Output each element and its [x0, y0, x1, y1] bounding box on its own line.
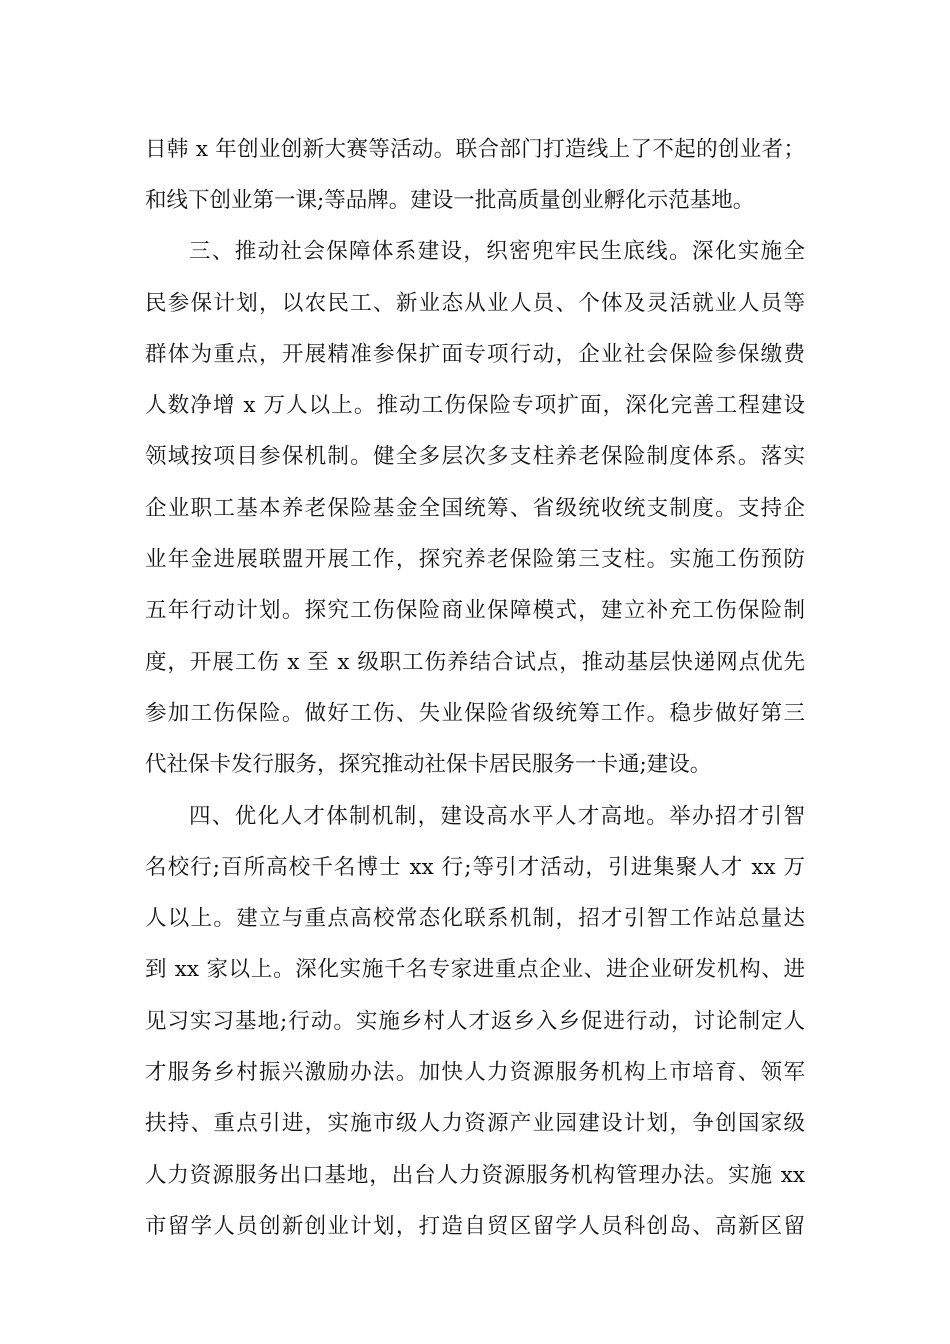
text-line: 日韩 x 年创业创新大赛等活动。联合部门打造线上了不起的创业者；: [145, 137, 805, 162]
text-line: 见习实习基地;行动。实施乡村人才返乡入乡促进行动，讨论制定人: [145, 1009, 805, 1034]
text-line: 群体为重点，开展精准参保扩面专项行动，企业社会保险参保缴费: [145, 342, 805, 367]
text-line: 人以上。建立与重点高校常态化联系机制，招才引智工作站总量达: [145, 906, 805, 931]
paragraph-heading-line: 四、优化人才体制机制，建设高水平人才高地。举办招才引智: [189, 804, 805, 829]
paragraph-heading-line: 三、推动社会保障体系建设，织密兜牢民生底线。深化实施全: [189, 239, 805, 264]
text-line: 业年金进展联盟开展工作，探究养老保险第三支柱。实施工伤预防: [145, 547, 805, 572]
text-line: 领域按项目参保机制。健全多层次多支柱养老保险制度体系。落实: [145, 444, 805, 469]
text-line: 到 xx 家以上。深化实施千名专家进重点企业、进企业研发机构、进: [145, 957, 805, 982]
text-line: 名校行;百所高校千名博士 xx 行;等引才活动，引进集聚人才 xx 万: [145, 855, 805, 880]
text-line: 参加工伤保险。做好工伤、失业保险省级统筹工作。稳步做好第三: [145, 701, 805, 726]
text-line: 市留学人员创新创业计划，打造自贸区留学人员科创岛、高新区留: [145, 1214, 805, 1239]
text-line: 和线下创业第一课;等品牌。建设一批高质量创业孵化示范基地。: [145, 188, 755, 213]
text-line: 人数净增 x 万人以上。推动工伤保险专项扩面，深化完善工程建设: [145, 393, 805, 418]
text-line: 民参保计划，以农民工、新业态从业人员、个体及灵活就业人员等: [145, 291, 805, 316]
text-line: 代社保卡发行服务，探究推动社保卡居民服务一卡通;建设。: [145, 752, 712, 777]
text-line: 才服务乡村振兴激励办法。加快人力资源服务机构上市培育、领军: [145, 1060, 805, 1085]
text-line: 企业职工基本养老保险基金全国统筹、省级统收统支制度。支持企: [145, 496, 805, 521]
text-line: 度，开展工伤 x 至 x 级职工伤养结合试点，推动基层快递网点优先: [145, 650, 805, 675]
text-line: 人力资源服务出口基地，出台人力资源服务机构管理办法。实施 xx: [145, 1163, 805, 1188]
text-line: 五年行动计划。探究工伤保险商业保障模式，建立补充工伤保险制: [145, 598, 805, 623]
text-line: 扶持、重点引进，实施市级人力资源产业园建设计划，争创国家级: [145, 1111, 805, 1136]
